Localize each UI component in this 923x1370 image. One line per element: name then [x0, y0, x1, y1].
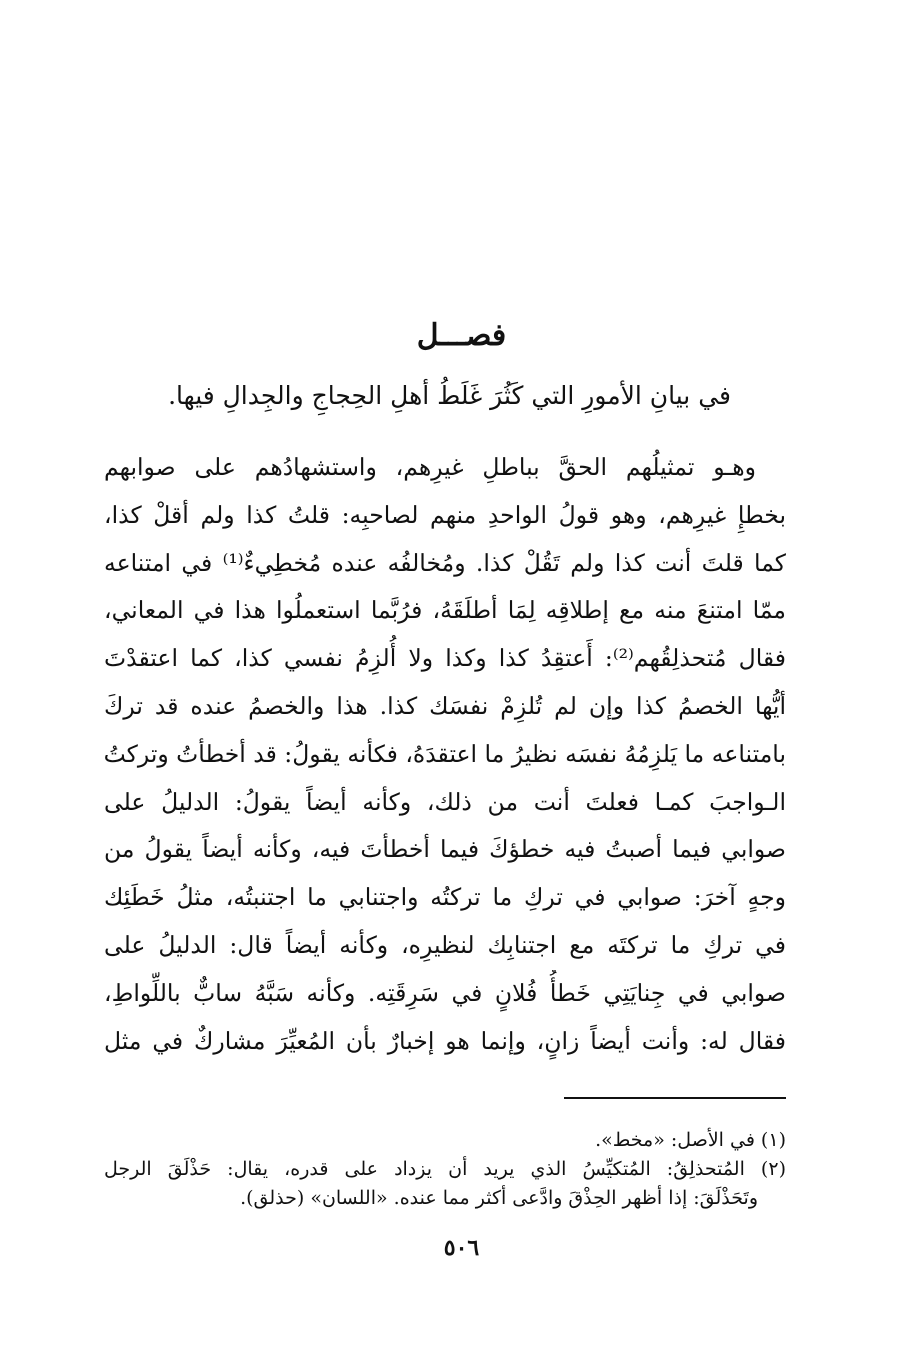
body-line: بخطإِ غيرِهم، وهو قولُ الواحدِ منهم لصاحبِه: قلتُ كذا ولم أقلْ كذا، [104, 500, 786, 529]
footnote-separator [564, 1097, 786, 1099]
footnote-2: (٢) المُتحذلِقُ: المُتكيِّسُ الذي يريد أن يزداد على قدره، يقال: حَذْلَقَ الرجل [104, 1158, 786, 1180]
body-line: ممّا امتنعَ منه مع إطلاقِه لِمَا أطلَقَهُ، فرُبَّما استعملُوا هذا في المعاني، [104, 596, 786, 625]
footnote-1: (١) في الأصل: «مخط». [595, 1129, 786, 1151]
body-line: بامتناعه ما يَلزِمُهُ نفسَه نظيرُ ما اعتقدَهُ، فكأنه يقولُ: قد أخطأتُ وتركتُ [104, 739, 786, 768]
body-line: فقال مُتحذلِقُهم⁽²⁾: أَعتقِدُ كذا وكذا ولا أُلزِمُ نفسي كذا، كما اعتقدْتَ [104, 644, 786, 673]
footnote-2-continuation: وتَحَذْلَقَ: إذا أظهر الحِذْقَ وادَّعى أكثر مما عنده. «اللسان» (حذلق). [240, 1187, 758, 1209]
body-line: كما قلتَ أنت كذا ولم تَقُلْ كذا. ومُخالفُه عنده مُخطِيءٌ⁽¹⁾ في امتناعه [104, 548, 786, 577]
section-heading: فصـــل [416, 318, 507, 353]
body-line: وهـو تمثيلُهم الحقَّ بباطلِ غيرِهم، واستشهادُهم على صوابهم [104, 453, 756, 481]
body-line: الـواجبَ كمـا فعلتَ أنت من ذلك، وكأنه أيضاً يقولُ: الدليلُ على [104, 787, 786, 816]
page-number: ٥٠٦ [443, 1235, 480, 1261]
section-subheading: في بيانِ الأمورِ التي كَثُرَ غَلَطُ أهلِ الحِجاجِ والجِدالِ فيها. [168, 381, 731, 410]
body-line: صوابي فيما أصبتُ فيه خطؤكَ فيما أخطأتَ فيه، وكأنه أيضاً يقولُ من [104, 835, 786, 864]
body-line: صوابي في جِنايَتِي خَطأُ فُلانٍ في سَرِقَتِه. وكأنه سَبَّهُ سابٌّ باللِّواطِ، [104, 978, 786, 1007]
body-line: في تركِ ما تركتَه مع اجتنابِك لنظيرِه، وكأنه أيضاً قال: الدليلُ على [104, 930, 786, 959]
body-line: فقال له: وأنت أيضاً زانٍ، وإنما هو إخبارٌ بأن المُعيِّرَ مشاركٌ في مثل [104, 1026, 786, 1055]
body-text [104, 444, 786, 1065]
footnotes [104, 1126, 786, 1213]
body-line: وجهٍ آخرَ: صوابي في تركِ ما تركتُه واجتنابي ما اجتنبتُه، مثلُ خَطَئِك [104, 883, 786, 912]
body-line: أيُّها الخصمُ كذا وإن لم تُلزِمْ نفسَك كذا. هذا والخصمُ عنده قد تركَ [104, 691, 786, 720]
